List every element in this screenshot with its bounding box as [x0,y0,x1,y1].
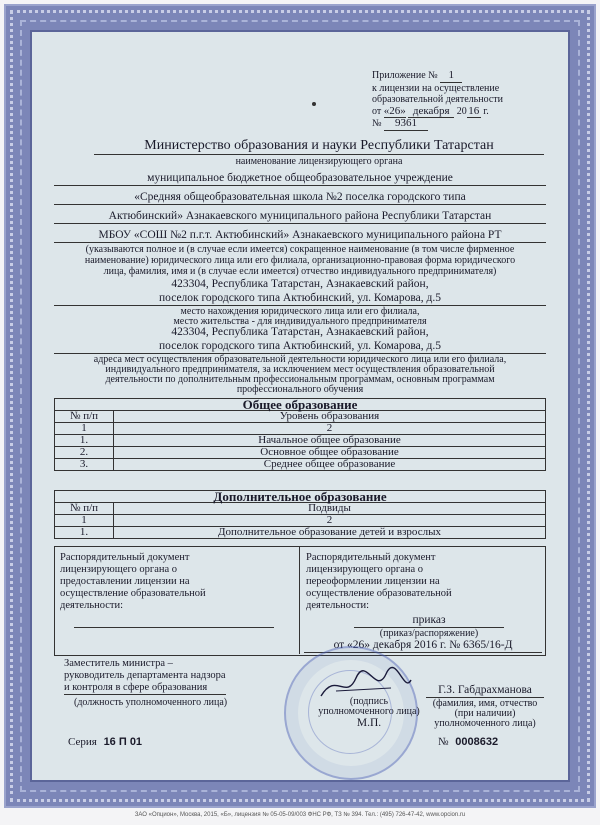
ink-dot [312,102,316,106]
form-number: 0008632 [455,736,499,748]
printer-note: ЗАО «Опцион», Москва, 2015, «Б», лицензия № 05-05-09/003 ФНС РФ, ТЗ № 394. Тел.: (495) 726-47-42, www.opcion.ru [134,812,466,818]
reissue-date-line: от «26» декабря 2016 г. № 6365/16-Д [304,639,542,653]
signatory-position: Заместитель министра – руководитель департамента надзора и контроля в сфере образования [64,658,226,693]
table-row: 3. Среднее общее образование [55,459,546,471]
general-education-table: Общее образование № п/п Уровень образования 1 2 1. Начальное общее образование 2. Основное общее образование 3. Среднее общее образование [54,398,546,471]
appendix-number: 1 [440,70,462,83]
licensee-line-4: МБОУ «СОШ №2 п.г.т. Актюбинский» Азнакаевского муниципального района РТ [54,229,546,243]
form-number-block: № 0008632 [438,736,499,748]
address-line-1: 423304, Республика Татарстан, Азнакаевский район, [171,278,429,290]
general-education-title: Общее образование [55,399,546,411]
authority-caption: наименование лицензирующего органа [235,156,403,167]
signatory-name: Г.З. Габдрахманова [426,684,544,698]
authority-name: Министерство образования и науки Республики Татарстан [94,138,544,155]
table-row: 1. Дополнительное образование детей и взрослых [55,527,546,539]
reissue-text: Распорядительный документ лицензирующего органа о переоформлении лицензии на осуществление образовательной деятельности: [306,552,452,611]
table-row: 2. Основное общее образование [55,447,546,459]
additional-education-title: Дополнительное образование [55,491,546,503]
provision-blank-line [74,626,274,628]
address-line-2: поселок городского типа Актюбинский, ул. Комарова, д.5 [54,292,546,306]
series-value: 16 П 01 [103,736,143,748]
activity-address-line-1: 423304, Республика Татарстан, Азнакаевский район, [171,326,429,338]
license-number: 9361 [384,118,428,131]
reissue-doc-type: приказ [354,614,504,628]
licensee-line-2: «Средняя общеобразовательная школа №2 поселка городского типа [54,191,546,205]
series-block: Серия 16 П 01 [68,736,143,748]
box-divider [299,546,300,654]
table-row: 1. Начальное общее образование [55,435,546,447]
appendix-header: Приложение № 1 к лицензии на осуществление образовательной деятельности от «26» декабря 20 16 г. № 9361 [372,69,503,129]
document-body: Приложение № 1 к лицензии на осуществление образовательной деятельности от «26» декабря 20 16 г. № 9361 Министерство образования и науки Республики Татарстан наименование лицензирующего органа муниципальное бюджетное общеобразовательное учреждение «Средняя общеобразовательная школа №2 поселка городского типа Актюбинский» Азнакаевского муниципального района Республики Татарстан МБОУ «СОШ №2 п.г.т. Актюбинский» Азнакаевского муниципального района РТ (указываются полное и (в случае если имеется) сокращенное наименование (в том числе фирменное наименование) юридического лица или его филиала, организационно-правовая форма юридического лица, фамилия, имя и (в случае если имеется) отчество индивидуального предпринимателя) 423304, Республика Татарстан, Азнакаевский район, поселок городского типа Актюбинский, ул. Комарова, д.5 место нахождения юридического лица или его филиала, место жительства - для индивидуального предпринимателя 423304, Республика Татарстан, Азнакаевский район, поселок городского типа Актюбинский, ул. Комарова, д.5 адреса мест осуществления образовательной деятельности юридического лица или его филиала, индивидуального предпринимателя, за исключением мест осуществления образовательной деятельности по дополнительным профессиональным программам, основным программам профессионального обучения Общее образование № п/п Уровень образования 1 2 1. Начальное общее образование 2. Основное общее образование 3. Среднее общее образование Дополнительное образование № п/п Подвиды 1 2 1. Дополнительное образование детей и взрослых Распорядительный документ лицензирующего органа о предоставлении лицензии на осуществление образовательной деятельности: Распорядительный документ лицензирующего органа о переоформлении лицензии на осуществление образовательной деятельности: приказ (приказ/распоряжение) от «26» декабря 2016 г. № 6365/16-Д Заместитель министра – руководитель департамента надзора и контроля в сфере образования (должность уполномоченного лица) (подпись уполномоченного лица) М.П. Г.З. Габдрахманова (фамилия, имя, отчество (при наличии) уполномоченного лица) Серия 16 П 01 № 0008632 [54,48,546,768]
activity-address-line-2: поселок городского типа Актюбинский, ул. Комарова, д.5 [54,340,546,354]
additional-education-table: Дополнительное образование № п/п Подвиды 1 2 1. Дополнительное образование детей и взрослых [54,490,546,539]
licensee-line-3: Актюбинский» Азнакаевского муниципального района Республики Татарстан [54,210,546,224]
mp-mark: М.П. [356,717,382,729]
licensee-line-1: муниципальное бюджетное общеобразовательное учреждение [54,172,546,186]
provision-text: Распорядительный документ лицензирующего органа о предоставлении лицензии на осуществление образовательной деятельности: [60,552,206,611]
